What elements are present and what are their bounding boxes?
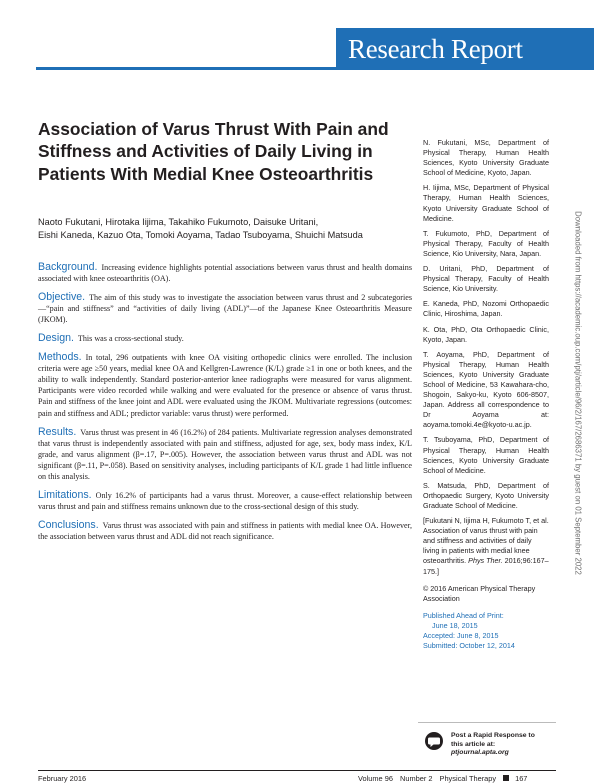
- abstract-heading: Objective.: [38, 291, 86, 304]
- affiliation: D. Uritani, PhD, Department of Physical Therapy, Faculty of Health Science, Kio University.: [423, 264, 549, 294]
- citation-text: [Fukutani N, Iijima H, Fukumoto T, et al. Association of varus thrust with pain and stiffness and activities of daily living in patients with medial knee osteoarthritis.: [423, 516, 549, 566]
- footer-rule: [38, 770, 556, 771]
- footer-journal-info: [358, 774, 556, 783]
- affiliation: H. Iijima, MSc, Department of Physical Therapy, Human Health Sciences, Kyoto University Graduate School of Medicine.: [423, 183, 549, 223]
- rapid-response-box[interactable]: [424, 728, 552, 756]
- abstract-text: Varus thrust was present in 46 (16.2%) of 284 patients. Multivariate regression analyses demonstrated that varus thrust is independently associated with pain and stiffness, adjusted for age, sex, body mass index, K/L grade, and varus alignment (β=.17, P=.005). However, the association between varus thrust and ADL was not significant (β=.11, P=.058). Based on sensitivity analyses, including participants of K/L grade 1 had little influence on this analysis.: [38, 427, 412, 481]
- footer-number: Number 2: [400, 774, 433, 783]
- authors-line-1: Naoto Fukutani, Hirotaka Iijima, Takahiko Fukumoto, Daisuke Uritani,: [38, 217, 319, 227]
- abstract-text: Increasing evidence highlights potential associations between varus thrust and health domains associated with knee osteoarthritis (OA).: [38, 263, 412, 284]
- footer-journal: Physical Therapy: [439, 774, 497, 783]
- abstract-background: [38, 262, 412, 284]
- abstract-text: In total, 296 outpatients with knee OA visiting orthopedic clinics were enrolled. The inclusion criteria were age ≥50 years, medial knee OA and Kellgren-Lawrence (K/L) grade ≥1 in one or both knees, and the ability to walk independently. Standard posterior-anterior knee radiographs were measured for varus alignment. Participants were video recorded while walking and were evaluated for the presence or absence of varus thrust. Pain and stiffness of the knee joint and ADL were evaluated using the JKOM. Multivariate regressions (outcomes: pain and stiffness and ADL; predictor variable: varus thrust) were performed.: [38, 353, 412, 418]
- abstract-heading: Methods.: [38, 351, 82, 364]
- section-label: Research Report: [348, 34, 523, 64]
- abstract-objective: [38, 292, 412, 325]
- affiliation: T. Fukumoto, PhD, Department of Physical Therapy, Faculty of Health Science, Kio University, Nara, Japan.: [423, 228, 549, 258]
- abstract-methods: [38, 352, 412, 418]
- rapid-response-line2: this article at:: [451, 740, 496, 748]
- affiliation: K. Ota, PhD, Ota Orthopaedic Clinic, Kyoto, Japan.: [423, 324, 549, 344]
- affiliation: T. Tsuboyama, PhD, Department of Physical Therapy, Human Health Sciences, Kyoto University Graduate School of Medicine.: [423, 435, 549, 475]
- abstract-text: This was a cross-sectional study.: [77, 334, 184, 344]
- abstract-heading: Limitations.: [38, 488, 92, 501]
- accepted-date: Accepted: June 8, 2015: [423, 631, 499, 641]
- publication-dates: [423, 611, 549, 651]
- abstract-design: [38, 333, 412, 344]
- speech-bubble-icon: [424, 731, 444, 751]
- authors-line-2: Eishi Kaneda, Kazuo Ota, Tomoki Aoyama, Tadao Tsuboyama, Shuichi Matsuda: [38, 229, 363, 240]
- footer-date: February 2016: [38, 774, 87, 783]
- download-note: Downloaded from https://academic.oup.com/ptj/article/96/2/167/2686371 by guest on 01 September 2022: [573, 211, 583, 575]
- published-date: June 18, 2015: [432, 620, 478, 630]
- abstract-conclusions: [38, 520, 412, 542]
- abstract-heading: Conclusions.: [38, 518, 99, 531]
- affiliation: E. Kaneda, PhD, Nozomi Orthopaedic Clinic, Hiroshima, Japan.: [423, 299, 549, 319]
- abstract-heading: Background.: [38, 261, 98, 273]
- abstract-limitations: [38, 490, 412, 512]
- submitted-date: Submitted: October 12, 2014: [423, 641, 515, 651]
- footer-page: 167: [515, 774, 528, 783]
- rapid-response-text: [451, 732, 535, 758]
- citation: [423, 516, 549, 577]
- citation-journal: Phys Ther.: [468, 556, 503, 566]
- section-banner: [0, 0, 594, 70]
- published-label: Published Ahead of Print:: [423, 610, 504, 620]
- affiliation: T. Aoyama, PhD, Department of Physical Therapy, Human Health Sciences, Kyoto University Graduate School of Medicine, 53 Kawahara-cho, Shogoin, Sakyo-ku, Kyoto 606-8507, Japan. Address all correspondence to Dr Aoyama at: aoyama.tomoki.4e@kyoto-u.ac.jp.: [423, 349, 549, 430]
- banner-rule: [36, 67, 336, 70]
- rapid-response-line1: Post a Rapid Response to: [451, 732, 535, 739]
- citation-ref: 2016;96:167–175.]: [423, 556, 549, 576]
- abstract-heading: Results.: [38, 425, 77, 438]
- abstract-text: Only 16.2% of participants had a varus thrust. Moreover, a cause-effect relationship between varus thrust and pain and stiffness remains unknown due to the cross-sectional design of this study.: [38, 490, 412, 511]
- abstract-results: [38, 427, 412, 482]
- download-watermark: [572, 211, 584, 575]
- abstract-heading: Design.: [38, 332, 74, 345]
- affiliation: S. Matsuda, PhD, Department of Orthopaedic Surgery, Kyoto University Graduate School of Medicine.: [423, 480, 549, 510]
- rapid-response-link[interactable]: ptjournal.apta.org: [451, 749, 509, 757]
- abstract: [38, 262, 412, 550]
- copyright-notice: © 2016 American Physical Therapy Association: [423, 583, 536, 603]
- abstract-text: The aim of this study was to investigate the association between varus thrust and 2 subcategories—“pain and stiffness” and “activities of daily living (ADL)”—of the Japanese Knee Osteoarthritis Measure (JKOM).: [38, 293, 412, 325]
- affiliation: N. Fukutani, MSc, Department of Physical Therapy, Human Health Sciences, Kyoto University Graduate School of Medicine, Kyoto, Japan.: [423, 138, 549, 178]
- author-list: [38, 216, 398, 241]
- abstract-text: Varus thrust was associated with pain and stiffness in patients with medial knee OA. However, the association between varus thrust and ADL did not reach significance.: [38, 520, 412, 541]
- footer-volume: Volume 96: [358, 774, 393, 783]
- rapid-response-divider: [418, 722, 556, 723]
- author-affiliations-column: [423, 138, 549, 651]
- article-title: Association of Varus Thrust With Pain and Stiffness and Activities of Daily Living in Patients With Medial Knee Osteoarthritis: [38, 119, 389, 184]
- footer-square-icon: [503, 775, 509, 781]
